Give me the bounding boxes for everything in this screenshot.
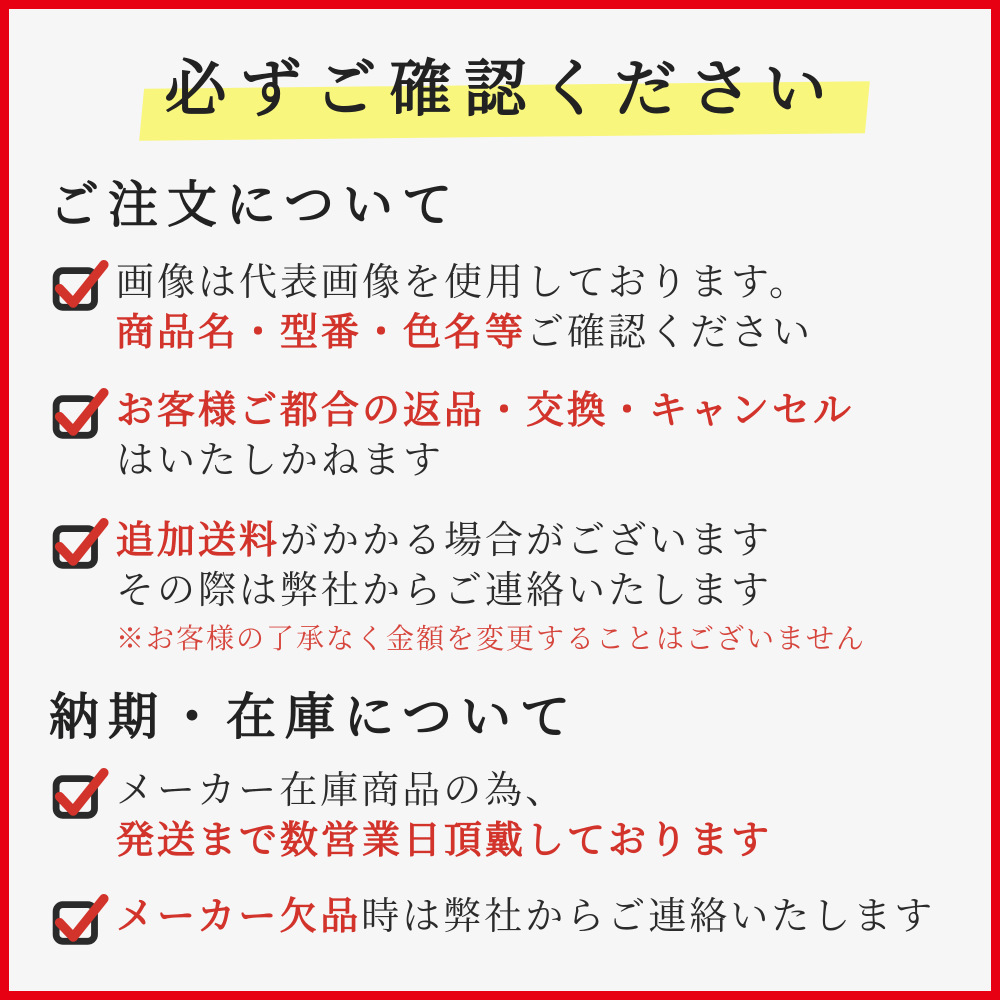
item-line xyxy=(116,435,854,485)
text-segment: 画像は代表画像を使用しております。 xyxy=(116,260,810,304)
page-title-inner xyxy=(158,39,845,128)
checked-checkbox-icon xyxy=(51,260,109,312)
checked-checkbox-icon xyxy=(51,768,109,820)
text-segment: メーカー在庫商品の為、 xyxy=(116,768,567,812)
text-segment: その際は弊社からご連絡いたします xyxy=(116,568,773,612)
item-line xyxy=(116,307,813,357)
item-text-block xyxy=(116,385,854,485)
text-segment-red: メーカー欠品 xyxy=(116,893,362,938)
checked-checkbox-icon xyxy=(51,894,109,946)
list-item-out-of-stock xyxy=(51,891,955,946)
section-heading-stock: 納期・在庫について xyxy=(49,687,579,746)
list-item-additional-shipping xyxy=(51,515,955,658)
item-text-block xyxy=(116,891,935,941)
item-line xyxy=(116,385,854,435)
item-line xyxy=(116,257,813,307)
item-line xyxy=(116,891,935,941)
list-item-lead-time xyxy=(51,765,955,865)
list-item-representative-image xyxy=(51,257,955,357)
text-segment: がかかる場合がございます xyxy=(280,518,773,562)
checked-checkbox-icon xyxy=(51,388,109,440)
text-segment-red: 発送まで数営業日頂戴しております xyxy=(116,817,773,862)
item-line xyxy=(116,565,866,615)
text-segment-red: 追加送料 xyxy=(116,517,281,562)
text-segment-red: 商品名・型番・色名等 xyxy=(116,309,527,354)
checked-checkbox-icon xyxy=(51,518,109,570)
item-text-block xyxy=(116,257,813,357)
text-segment: はいたしかねます xyxy=(116,438,445,482)
item-text-block xyxy=(116,515,866,658)
page-title-text: 必ずご確認ください xyxy=(164,52,840,125)
text-segment: ご確認ください xyxy=(526,310,814,354)
item-text-block xyxy=(116,765,772,865)
page-title xyxy=(49,39,955,128)
list-item-returns-policy xyxy=(51,385,955,485)
shipping-note: ※お客様の了承なく金額を変更することはございません xyxy=(116,622,867,655)
item-line xyxy=(116,765,772,815)
section-heading-orders: ご注文について xyxy=(49,175,461,234)
text-segment-red: お客様ご都合の返品・交換・キャンセル xyxy=(116,387,855,432)
item-line xyxy=(116,515,866,565)
text-segment: 時は弊社からご連絡いたします xyxy=(361,894,936,938)
item-line xyxy=(116,815,772,865)
